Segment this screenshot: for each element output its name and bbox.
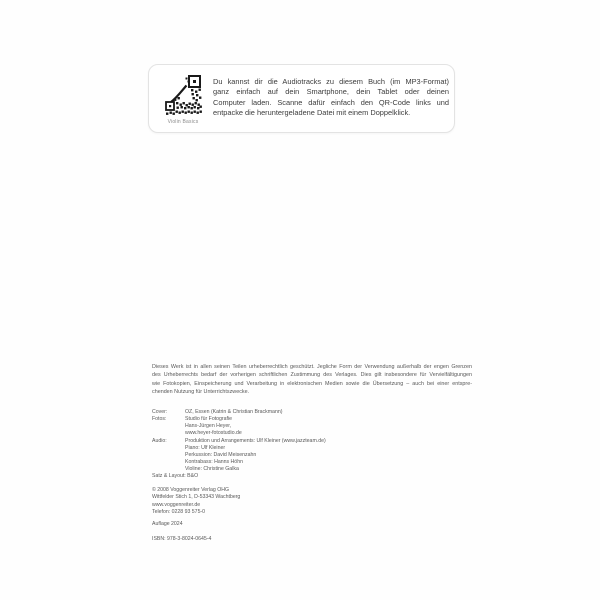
publisher-phone-line: Telefon: 0228 93 575-0	[152, 508, 206, 515]
credit-label: Cover:	[152, 409, 168, 415]
audio-text-line: Computer laden. Scanne dafür einfach den QR-Code links und	[213, 97, 449, 107]
edition-line: Auflage 2024	[152, 521, 183, 527]
credit-value-line: Produktion und Arrangements: Ulf Kleiner (www.jazzteam.de)	[185, 437, 326, 444]
credit-value-line: Violine: Christine Galka	[185, 466, 239, 473]
credit-value-line: www.heyer-fotostudio.de	[185, 430, 242, 437]
legal-line: chenden Nutzung für Unterrichtszwecke.	[152, 389, 250, 396]
qr-caption: Violin Basics	[167, 119, 199, 125]
credit-value-line: Kontrabass: Hanns Höhn	[185, 459, 243, 466]
audio-info-text	[213, 77, 449, 118]
qr-block	[161, 75, 205, 125]
qr-code-violin-icon	[164, 75, 202, 117]
isbn-line: ISBN: 978-3-8024-0645-4	[152, 536, 212, 542]
credit-value-line: Perkussion: David Meisenzahn	[185, 451, 257, 458]
credit-label: Satz & Layout: B&O	[152, 473, 199, 480]
credit-label: Fotos:	[152, 416, 167, 423]
credit-row-fotos	[152, 416, 482, 437]
credit-row-layout	[152, 473, 482, 480]
publisher-block	[152, 487, 240, 516]
credit-value-line: OZ, Essen (Katrin & Christian Brackmann)	[185, 409, 283, 415]
audio-text-line: entpacke die heruntergeladene Datei mit einem Doppelklick.	[213, 107, 411, 117]
publisher-address-line: Wittfelder Stich 1, D-53343 Wachtberg	[152, 494, 241, 501]
legal-line: des Urheberrechts bedarf der vorherigen schriftlichen Zustimmung des Verlages. Dies gilt insbesondere für Vervielfältigungen	[152, 372, 472, 379]
credit-row-audio	[152, 438, 482, 474]
credit-value-line: Hans-Jürgen Heyer,	[185, 423, 232, 430]
legal-notice	[152, 363, 472, 397]
credit-row-cover	[152, 409, 482, 416]
audio-download-box	[148, 64, 455, 133]
audio-text-line: ganz einfach auf dein Smartphone, dein Tablet oder deinen	[213, 87, 449, 97]
credits-list	[152, 409, 482, 481]
legal-line: wie Fotokopien, Einspeicherung und Verarbeitung in elektronischen Medien sowie die Übersetzung – auch bei einer entspre-	[152, 380, 472, 387]
credit-label: Audio:	[152, 437, 167, 444]
credit-value-line: Studio für Fotografie	[185, 416, 233, 423]
legal-line: Dieses Werk ist in allen seinen Teilen urheberrechtlich geschützt. Jegliche Form der Verwendung außerhalb der engen Grenzen	[152, 364, 472, 370]
credit-value-line: Piano: Ulf Kleiner	[185, 444, 226, 451]
publisher-website-line: www.voggenreiter.de	[152, 501, 201, 508]
audio-text-line: Du kannst dir die Audiotracks zu diesem Buch (im MP3-Format)	[213, 77, 449, 86]
publisher-copyright-line: © 2008 Voggenreiter Verlag OHG	[152, 487, 230, 493]
